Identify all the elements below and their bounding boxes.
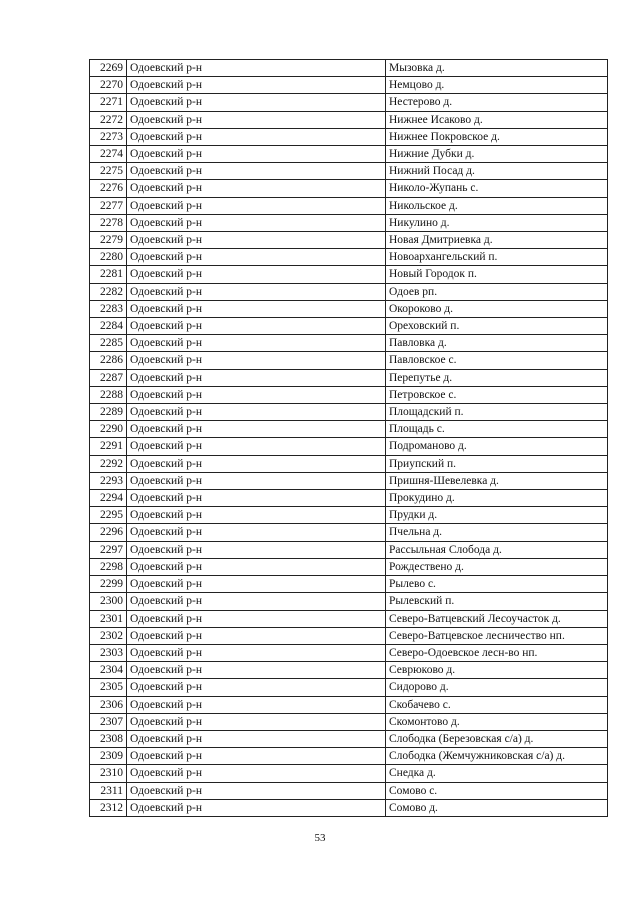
settlement-cell: Николо-Жупань с. xyxy=(386,180,608,197)
district-cell: Одоевский р-н xyxy=(127,266,386,283)
settlement-cell: Нижнее Исаково д. xyxy=(386,111,608,128)
row-number-cell: 2288 xyxy=(90,386,127,403)
settlement-cell: Северо-Ватцевский Лесоучасток д. xyxy=(386,610,608,627)
row-number-cell: 2271 xyxy=(90,94,127,111)
row-number-cell: 2276 xyxy=(90,180,127,197)
table-row xyxy=(90,232,608,249)
district-cell: Одоевский р-н xyxy=(127,782,386,799)
settlements-table-body xyxy=(90,60,608,817)
row-number-cell: 2273 xyxy=(90,128,127,145)
district-cell: Одоевский р-н xyxy=(127,713,386,730)
row-number-cell: 2285 xyxy=(90,335,127,352)
row-number-cell: 2272 xyxy=(90,111,127,128)
district-cell: Одоевский р-н xyxy=(127,662,386,679)
settlement-cell: Одоев рп. xyxy=(386,283,608,300)
row-number-cell: 2303 xyxy=(90,644,127,661)
settlements-table xyxy=(89,59,608,817)
row-number-cell: 2274 xyxy=(90,146,127,163)
district-cell: Одоевский р-н xyxy=(127,146,386,163)
table-row xyxy=(90,593,608,610)
district-cell: Одоевский р-н xyxy=(127,128,386,145)
settlement-cell: Ореховский п. xyxy=(386,318,608,335)
settlement-cell: Рассыльная Слобода д. xyxy=(386,541,608,558)
table-row xyxy=(90,748,608,765)
table-row xyxy=(90,300,608,317)
table-row xyxy=(90,696,608,713)
table-row xyxy=(90,60,608,77)
district-cell: Одоевский р-н xyxy=(127,77,386,94)
settlement-cell: Севрюково д. xyxy=(386,662,608,679)
district-cell: Одоевский р-н xyxy=(127,576,386,593)
row-number-cell: 2280 xyxy=(90,249,127,266)
district-cell: Одоевский р-н xyxy=(127,318,386,335)
district-cell: Одоевский р-н xyxy=(127,300,386,317)
settlement-cell: Снедка д. xyxy=(386,765,608,782)
table-row xyxy=(90,404,608,421)
table-row xyxy=(90,249,608,266)
district-cell: Одоевский р-н xyxy=(127,490,386,507)
table-row xyxy=(90,472,608,489)
settlement-cell: Рождествено д. xyxy=(386,558,608,575)
district-cell: Одоевский р-н xyxy=(127,163,386,180)
district-cell: Одоевский р-н xyxy=(127,696,386,713)
table-row xyxy=(90,369,608,386)
district-cell: Одоевский р-н xyxy=(127,60,386,77)
settlement-cell: Нижний Посад д. xyxy=(386,163,608,180)
table-row xyxy=(90,662,608,679)
district-cell: Одоевский р-н xyxy=(127,232,386,249)
table-row xyxy=(90,128,608,145)
row-number-cell: 2293 xyxy=(90,472,127,489)
table-row xyxy=(90,730,608,747)
district-cell: Одоевский р-н xyxy=(127,283,386,300)
row-number-cell: 2306 xyxy=(90,696,127,713)
row-number-cell: 2297 xyxy=(90,541,127,558)
table-row xyxy=(90,111,608,128)
table-row xyxy=(90,713,608,730)
settlement-cell: Немцово д. xyxy=(386,77,608,94)
table-row xyxy=(90,524,608,541)
row-number-cell: 2309 xyxy=(90,748,127,765)
row-number-cell: 2281 xyxy=(90,266,127,283)
row-number-cell: 2287 xyxy=(90,369,127,386)
district-cell: Одоевский р-н xyxy=(127,748,386,765)
settlement-cell: Никулино д. xyxy=(386,214,608,231)
settlement-cell: Рылевский п. xyxy=(386,593,608,610)
row-number-cell: 2279 xyxy=(90,232,127,249)
row-number-cell: 2289 xyxy=(90,404,127,421)
table-row xyxy=(90,352,608,369)
table-row xyxy=(90,266,608,283)
district-cell: Одоевский р-н xyxy=(127,438,386,455)
district-cell: Одоевский р-н xyxy=(127,180,386,197)
row-number-cell: 2269 xyxy=(90,60,127,77)
district-cell: Одоевский р-н xyxy=(127,197,386,214)
settlement-cell: Павловка д. xyxy=(386,335,608,352)
table-row xyxy=(90,163,608,180)
settlement-cell: Новая Дмитриевка д. xyxy=(386,232,608,249)
district-cell: Одоевский р-н xyxy=(127,455,386,472)
settlement-cell: Приупский п. xyxy=(386,455,608,472)
table-row xyxy=(90,679,608,696)
settlement-cell: Мызовка д. xyxy=(386,60,608,77)
settlement-cell: Прокудино д. xyxy=(386,490,608,507)
settlement-cell: Павловское с. xyxy=(386,352,608,369)
district-cell: Одоевский р-н xyxy=(127,679,386,696)
settlement-cell: Новый Городок п. xyxy=(386,266,608,283)
settlement-cell: Площадь с. xyxy=(386,421,608,438)
district-cell: Одоевский р-н xyxy=(127,111,386,128)
settlement-cell: Окороково д. xyxy=(386,300,608,317)
district-cell: Одоевский р-н xyxy=(127,558,386,575)
row-number-cell: 2308 xyxy=(90,730,127,747)
district-cell: Одоевский р-н xyxy=(127,335,386,352)
settlement-cell: Прудки д. xyxy=(386,507,608,524)
row-number-cell: 2284 xyxy=(90,318,127,335)
row-number-cell: 2312 xyxy=(90,799,127,816)
row-number-cell: 2307 xyxy=(90,713,127,730)
row-number-cell: 2300 xyxy=(90,593,127,610)
settlement-cell: Северо-Одоевское лесн-во нп. xyxy=(386,644,608,661)
row-number-cell: 2278 xyxy=(90,214,127,231)
settlement-cell: Нестерово д. xyxy=(386,94,608,111)
table-row xyxy=(90,507,608,524)
settlement-cell: Подроманово д. xyxy=(386,438,608,455)
district-cell: Одоевский р-н xyxy=(127,610,386,627)
district-cell: Одоевский р-н xyxy=(127,421,386,438)
district-cell: Одоевский р-н xyxy=(127,524,386,541)
district-cell: Одоевский р-н xyxy=(127,472,386,489)
row-number-cell: 2302 xyxy=(90,627,127,644)
settlement-cell: Сомово с. xyxy=(386,782,608,799)
table-row xyxy=(90,77,608,94)
settlement-cell: Нижнее Покровское д. xyxy=(386,128,608,145)
table-row xyxy=(90,765,608,782)
table-row xyxy=(90,558,608,575)
table-row xyxy=(90,214,608,231)
row-number-cell: 2295 xyxy=(90,507,127,524)
table-row xyxy=(90,490,608,507)
row-number-cell: 2305 xyxy=(90,679,127,696)
settlement-cell: Скобачево с. xyxy=(386,696,608,713)
district-cell: Одоевский р-н xyxy=(127,214,386,231)
settlement-cell: Северо-Ватцевское лесничество нп. xyxy=(386,627,608,644)
district-cell: Одоевский р-н xyxy=(127,541,386,558)
row-number-cell: 2290 xyxy=(90,421,127,438)
table-row xyxy=(90,197,608,214)
page-number: 53 xyxy=(314,832,326,844)
settlement-cell: Скомонтово д. xyxy=(386,713,608,730)
settlement-cell: Сомово д. xyxy=(386,799,608,816)
district-cell: Одоевский р-н xyxy=(127,730,386,747)
settlement-cell: Никольское д. xyxy=(386,197,608,214)
row-number-cell: 2298 xyxy=(90,558,127,575)
row-number-cell: 2275 xyxy=(90,163,127,180)
table-row xyxy=(90,386,608,403)
settlement-cell: Площадский п. xyxy=(386,404,608,421)
settlement-cell: Петровское с. xyxy=(386,386,608,403)
district-cell: Одоевский р-н xyxy=(127,507,386,524)
table-row xyxy=(90,318,608,335)
district-cell: Одоевский р-н xyxy=(127,627,386,644)
row-number-cell: 2296 xyxy=(90,524,127,541)
row-number-cell: 2270 xyxy=(90,77,127,94)
district-cell: Одоевский р-н xyxy=(127,593,386,610)
row-number-cell: 2282 xyxy=(90,283,127,300)
settlement-cell: Нижние Дубки д. xyxy=(386,146,608,163)
table-row xyxy=(90,94,608,111)
settlement-cell: Сидорово д. xyxy=(386,679,608,696)
table-row xyxy=(90,283,608,300)
table-row xyxy=(90,438,608,455)
settlement-cell: Слободка (Березовская с/а) д. xyxy=(386,730,608,747)
table-row xyxy=(90,455,608,472)
table-row xyxy=(90,610,608,627)
row-number-cell: 2311 xyxy=(90,782,127,799)
settlement-cell: Пришня-Шевелевка д. xyxy=(386,472,608,489)
settlement-cell: Слободка (Жемчужниковская с/а) д. xyxy=(386,748,608,765)
district-cell: Одоевский р-н xyxy=(127,644,386,661)
district-cell: Одоевский р-н xyxy=(127,765,386,782)
table-row xyxy=(90,541,608,558)
district-cell: Одоевский р-н xyxy=(127,799,386,816)
table-row xyxy=(90,799,608,816)
district-cell: Одоевский р-н xyxy=(127,352,386,369)
row-number-cell: 2310 xyxy=(90,765,127,782)
row-number-cell: 2294 xyxy=(90,490,127,507)
row-number-cell: 2299 xyxy=(90,576,127,593)
row-number-cell: 2304 xyxy=(90,662,127,679)
table-row xyxy=(90,180,608,197)
row-number-cell: 2291 xyxy=(90,438,127,455)
table-row xyxy=(90,335,608,352)
row-number-cell: 2286 xyxy=(90,352,127,369)
district-cell: Одоевский р-н xyxy=(127,94,386,111)
row-number-cell: 2277 xyxy=(90,197,127,214)
district-cell: Одоевский р-н xyxy=(127,369,386,386)
table-row xyxy=(90,576,608,593)
settlement-cell: Пчельна д. xyxy=(386,524,608,541)
settlement-cell: Перепутье д. xyxy=(386,369,608,386)
district-cell: Одоевский р-н xyxy=(127,404,386,421)
row-number-cell: 2283 xyxy=(90,300,127,317)
table-row xyxy=(90,627,608,644)
table-row xyxy=(90,782,608,799)
settlement-cell: Рылево с. xyxy=(386,576,608,593)
settlement-cell: Новоархангельский п. xyxy=(386,249,608,266)
district-cell: Одоевский р-н xyxy=(127,249,386,266)
row-number-cell: 2292 xyxy=(90,455,127,472)
row-number-cell: 2301 xyxy=(90,610,127,627)
table-row xyxy=(90,644,608,661)
district-cell: Одоевский р-н xyxy=(127,386,386,403)
table-row xyxy=(90,421,608,438)
table-row xyxy=(90,146,608,163)
